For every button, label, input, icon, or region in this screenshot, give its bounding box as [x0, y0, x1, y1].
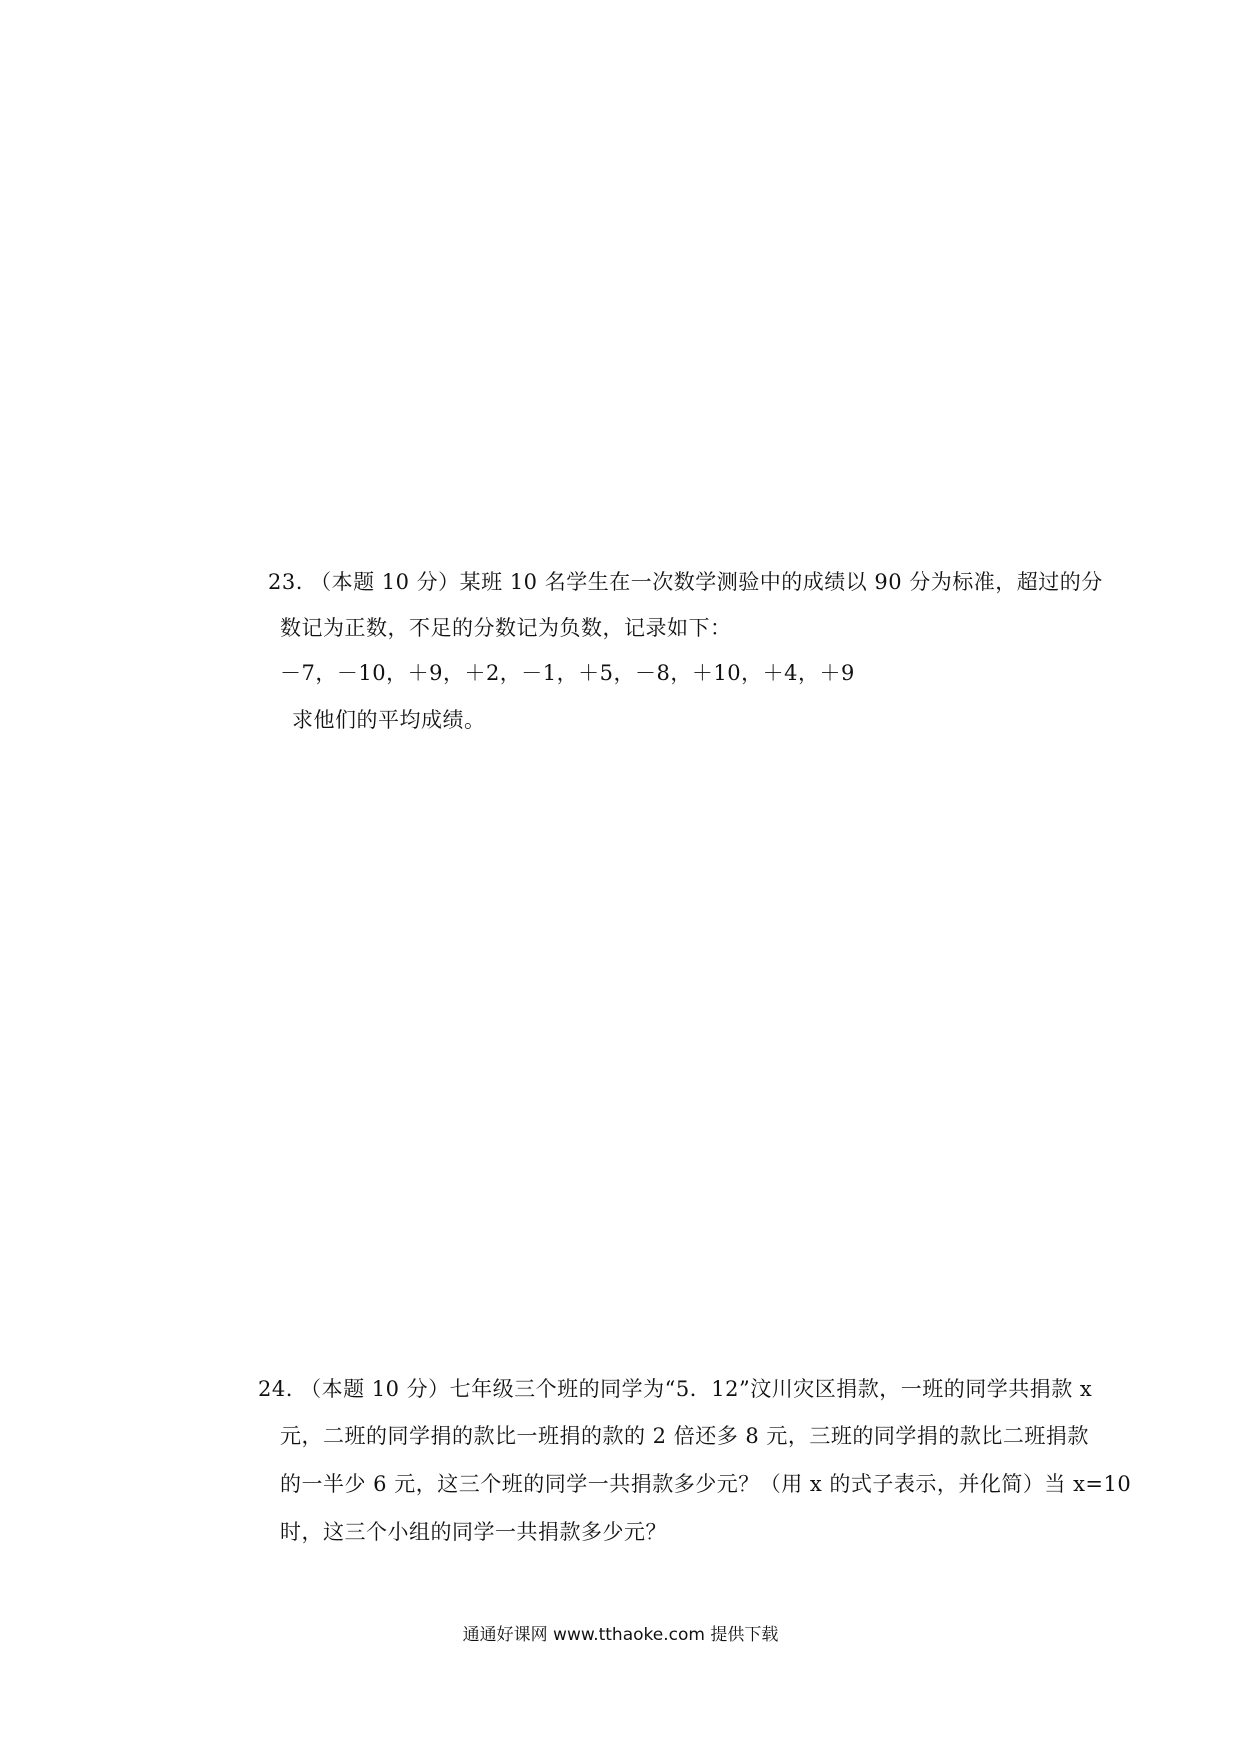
question-24-line-4: 时，这三个小组的同学一共捐款多少元？ [280, 1520, 667, 1544]
question-23-scores: －7，－10，＋9，＋2，－1，＋5，－8，＋10，＋4，＋9 [280, 661, 855, 685]
question-24-line-2: 元，二班的同学捐的款比一班捐的款的 2 倍还多 8 元，三班的同学捐的款比二班捐款 [280, 1424, 1089, 1448]
question-24-line-1: 24. （本题 10 分）七年级三个班的同学为“5．12”汶川灾区捐款，一班的同学共捐款 x [258, 1377, 1093, 1401]
question-23-line-1: 23. （本题 10 分）某班 10 名学生在一次数学测验中的成绩以 90 分为标准，超过的分 [268, 570, 1103, 594]
question-23-line-4: 求他们的平均成绩。 [292, 708, 486, 732]
question-23-line-2: 数记为正数，不足的分数记为负数，记录如下： [280, 616, 732, 640]
question-24-line-3: 的一半少 6 元，这三个班的同学一共捐款多少元？（用 x 的式子表示，并化简）当 x=10 [280, 1472, 1132, 1496]
page-footer: 通通好课网 www.tthaoke.com 提供下载 [462, 1625, 779, 1645]
